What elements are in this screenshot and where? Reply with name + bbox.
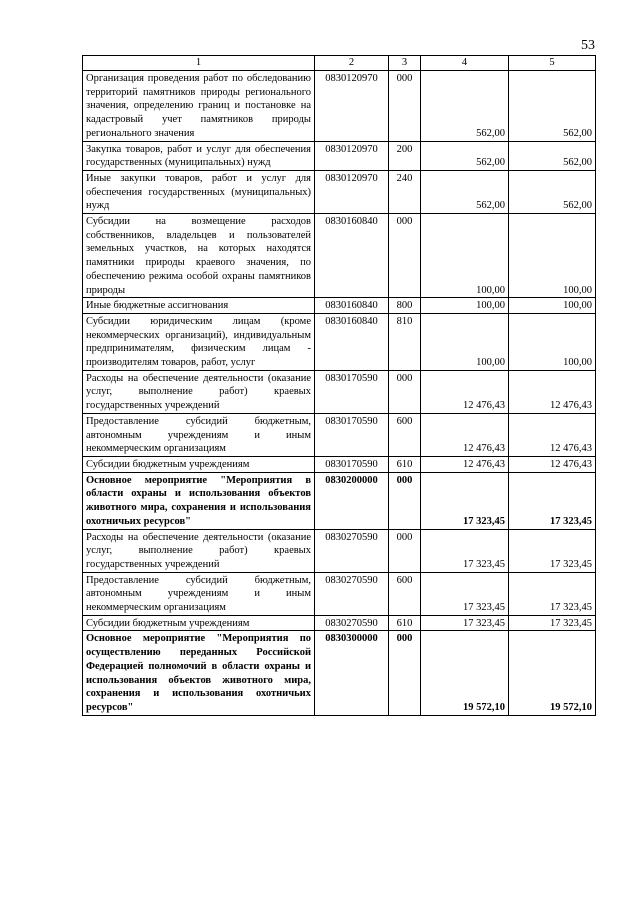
row-csr-cell: 0830120970 [315,141,389,170]
row-name-cell: Субсидии бюджетным учреждениям [83,615,315,631]
table-row [83,313,596,370]
row-vr-cell: 600 [389,413,421,456]
row-name-cell: Организация проведения работ по обследованию территорий памятников природы регионального значения, определению границ и постановке на кадастровый учет памятников природы регионального значения [83,71,315,142]
page-number: 53 [581,38,595,53]
row-name-cell: Расходы на обеспечение деятельности (оказание услуг, выполнение работ) краевых государственных учреждений [83,370,315,413]
row-csr-cell: 0830270590 [315,615,389,631]
table-row [83,298,596,314]
table-header-row [83,56,596,71]
table-row [83,631,596,715]
table-row [83,572,596,615]
row-sum2-cell: 17 323,45 [509,615,596,631]
row-name-cell: Основное мероприятие "Мероприятия в области охраны и использования объектов животного мира, сохранения и использования охотничьих ресурсов" [83,472,315,529]
table-row [83,413,596,456]
header-col-1: 1 [83,56,315,71]
row-vr-cell: 240 [389,170,421,213]
row-name-cell: Закупка товаров, работ и услуг для обеспечения государственных (муниципальных) нужд [83,141,315,170]
row-csr-cell: 0830270590 [315,529,389,572]
row-vr-cell: 610 [389,456,421,472]
row-sum1-cell: 19 572,10 [421,631,509,715]
table-row [83,71,596,142]
row-sum1-cell: 17 323,45 [421,572,509,615]
table-row [83,472,596,529]
row-csr-cell: 0830200000 [315,472,389,529]
row-sum1-cell: 12 476,43 [421,370,509,413]
row-vr-cell: 600 [389,572,421,615]
row-sum1-cell: 562,00 [421,71,509,142]
table-row [83,529,596,572]
row-sum2-cell: 562,00 [509,170,596,213]
row-sum2-cell: 562,00 [509,71,596,142]
budget-table [82,55,596,716]
row-name-cell: Иные закупки товаров, работ и услуг для обеспечения государственных (муниципальных) нужд [83,170,315,213]
row-csr-cell: 0830170590 [315,456,389,472]
row-sum1-cell: 17 323,45 [421,615,509,631]
row-sum1-cell: 100,00 [421,313,509,370]
row-sum2-cell: 12 476,43 [509,370,596,413]
row-vr-cell: 000 [389,214,421,298]
row-sum2-cell: 100,00 [509,313,596,370]
row-sum1-cell: 562,00 [421,170,509,213]
row-csr-cell: 0830300000 [315,631,389,715]
header-col-4: 4 [421,56,509,71]
row-vr-cell: 000 [389,631,421,715]
row-csr-cell: 0830160840 [315,313,389,370]
table-row [83,214,596,298]
row-sum1-cell: 100,00 [421,298,509,314]
row-name-cell: Субсидии на возмещение расходов собственников, владельцев и пользователей земельных участков, на которых находятся памятники природы краевого значения, по обеспечению режима особой охраны памятников природы [83,214,315,298]
row-sum1-cell: 12 476,43 [421,413,509,456]
row-vr-cell: 000 [389,370,421,413]
row-sum1-cell: 562,00 [421,141,509,170]
table-row [83,170,596,213]
table-row [83,370,596,413]
header-col-5: 5 [509,56,596,71]
row-vr-cell: 000 [389,529,421,572]
row-csr-cell: 0830160840 [315,298,389,314]
row-sum1-cell: 17 323,45 [421,529,509,572]
row-name-cell: Иные бюджетные ассигнования [83,298,315,314]
row-vr-cell: 610 [389,615,421,631]
row-sum2-cell: 17 323,45 [509,472,596,529]
row-vr-cell: 800 [389,298,421,314]
row-sum2-cell: 12 476,43 [509,456,596,472]
row-csr-cell: 0830170590 [315,413,389,456]
row-name-cell: Предоставление субсидий бюджетным, автономным учреждениям и иным некоммерческим организациям [83,413,315,456]
table-row [83,456,596,472]
row-name-cell: Предоставление субсидий бюджетным, автономным учреждениям и иным некоммерческим организациям [83,572,315,615]
row-sum2-cell: 19 572,10 [509,631,596,715]
row-sum2-cell: 100,00 [509,298,596,314]
row-sum1-cell: 12 476,43 [421,456,509,472]
row-name-cell: Основное мероприятие "Мероприятия по осуществлению переданных Российской Федерацией полномочий в области охраны и использования объектов животного мира, сохранения и использования охотничьих ресурсов" [83,631,315,715]
row-name-cell: Субсидии юридическим лицам (кроме некоммерческих организаций), индивидуальным предпринимателям, физическим лицам - производителям товаров, работ, услуг [83,313,315,370]
row-csr-cell: 0830120970 [315,71,389,142]
row-vr-cell: 810 [389,313,421,370]
row-sum2-cell: 17 323,45 [509,572,596,615]
row-sum2-cell: 12 476,43 [509,413,596,456]
row-csr-cell: 0830170590 [315,370,389,413]
row-name-cell: Расходы на обеспечение деятельности (оказание услуг, выполнение работ) краевых государственных учреждений [83,529,315,572]
row-name-cell: Субсидии бюджетным учреждениям [83,456,315,472]
row-sum2-cell: 562,00 [509,141,596,170]
row-sum2-cell: 100,00 [509,214,596,298]
table-row [83,615,596,631]
row-sum1-cell: 17 323,45 [421,472,509,529]
row-vr-cell: 200 [389,141,421,170]
row-vr-cell: 000 [389,71,421,142]
row-csr-cell: 0830270590 [315,572,389,615]
row-vr-cell: 000 [389,472,421,529]
row-csr-cell: 0830120970 [315,170,389,213]
row-sum2-cell: 17 323,45 [509,529,596,572]
row-csr-cell: 0830160840 [315,214,389,298]
header-col-3: 3 [389,56,421,71]
row-sum1-cell: 100,00 [421,214,509,298]
header-col-2: 2 [315,56,389,71]
table-row [83,141,596,170]
